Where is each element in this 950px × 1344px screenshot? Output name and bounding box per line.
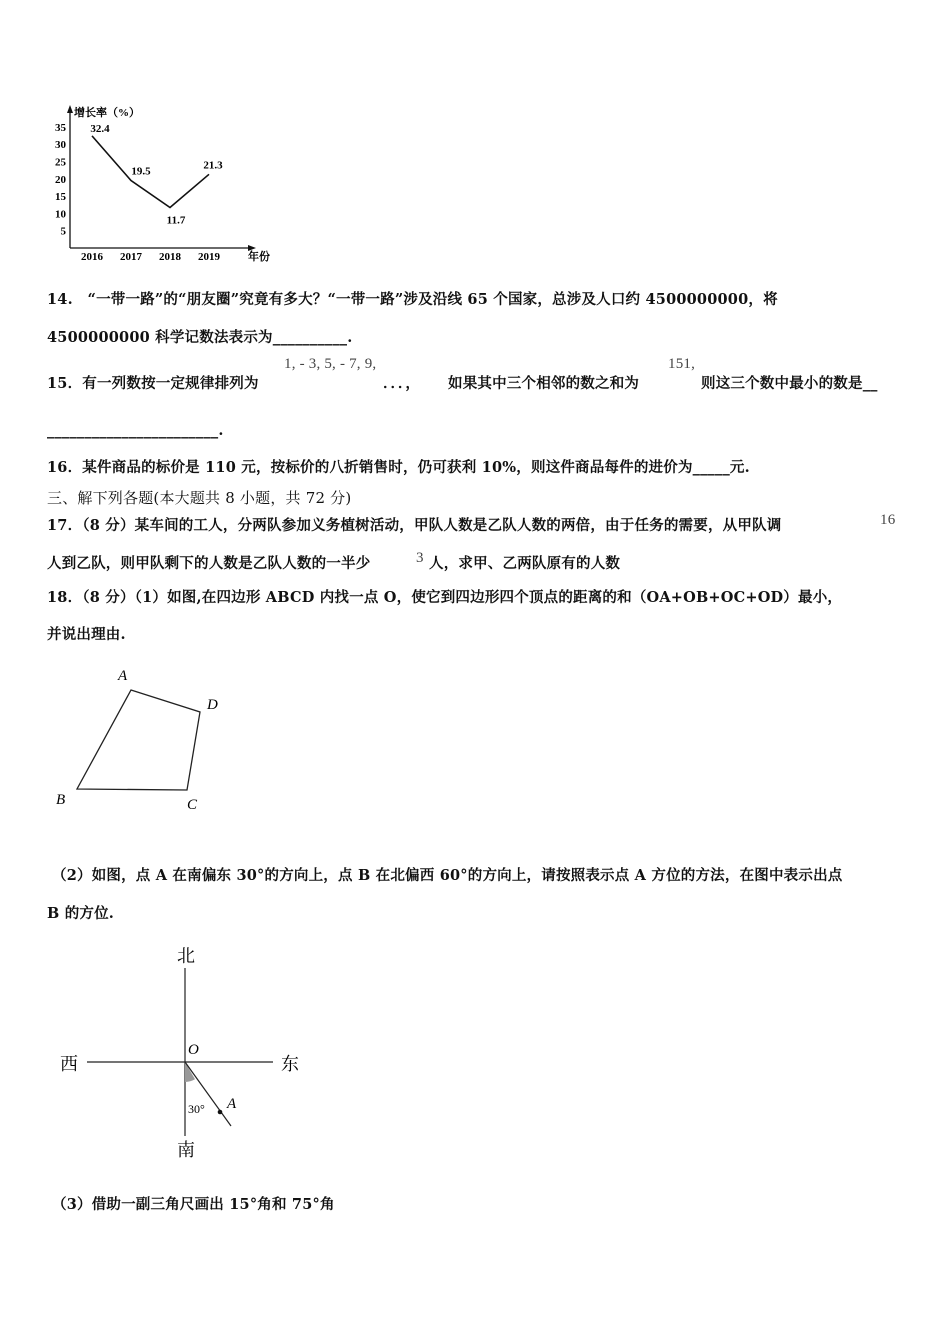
- y-tick-label: 20: [55, 173, 66, 186]
- q16-text: 16．某件商品的标价是 110 元，按标价的八折销售时，仍可获利 10%，则这件商品每件的进价为_____元.: [47, 459, 750, 476]
- y-axis-arrow: [67, 105, 73, 113]
- angle-label: 30°: [188, 1102, 205, 1116]
- y-tick-label: 10: [55, 208, 66, 221]
- y-tick-label: 30: [55, 139, 66, 152]
- vertex-a-label: A: [118, 668, 128, 684]
- q14-line2: 4500000000 科学记数法表示为__________.: [47, 329, 353, 346]
- q18-part2-line1: （2）如图，点 A 在南偏东 30°的方向上，点 B 在北偏西 60°的方向上，请按照表示点 A 方位的方法，在图中表示出点: [52, 867, 843, 884]
- q17-line2a: 人到乙队，则甲队剩下的人数是乙队人数的一半少: [47, 555, 371, 572]
- q15-sum: 151,: [668, 356, 696, 372]
- vertex-b-label: B: [56, 792, 66, 808]
- y-axis-label: 增长率（%）: [74, 107, 140, 119]
- west-label: 西: [60, 1054, 78, 1074]
- y-tick-label: 15: [55, 191, 66, 204]
- q18-line1: 18．（8 分）（1）如图,在四边形 ABCD 内找一点 O，使它到四边形四个顶点的距离的和（OA+OB+OC+OD）最小，: [47, 589, 843, 606]
- south-label: 南: [177, 1140, 195, 1160]
- q15-prefix: 15．有一列数按一定规律排列为: [47, 375, 259, 392]
- east-label: 东: [281, 1054, 299, 1074]
- q17-num1: 16: [880, 512, 896, 528]
- q15-blank: _______________________.: [47, 422, 224, 439]
- vertex-c-label: C: [187, 797, 198, 813]
- x-tick-label: 2016: [81, 251, 103, 263]
- quadrilateral-figure: [50, 660, 240, 820]
- q17-line1: 17．（8 分）某车间的工人，分两队参加义务植树活动，甲队人数是乙队人数的两倍，由于任务的需要，从甲队调: [47, 517, 782, 534]
- y-tick-label: 25: [55, 156, 66, 169]
- data-label: 32.4: [90, 122, 110, 135]
- q15-suffix: 则这三个数中最小的数是__: [701, 375, 878, 392]
- x-tick-label: 2018: [159, 251, 181, 263]
- ray-oa: [185, 1062, 231, 1126]
- data-label: 19.5: [131, 165, 151, 178]
- q18-part3: （3）借助一副三角尺画出 15°角和 75°角: [52, 1196, 335, 1213]
- origin-label: O: [188, 1042, 199, 1058]
- q18-part2-line2: B 的方位.: [47, 905, 115, 922]
- data-label: 21.3: [203, 159, 223, 172]
- data-label: 11.7: [166, 214, 186, 227]
- q14-line1: 14. “一带一路”的“朋友圈”究竟有多大？“一带一路”涉及沿线 65 个国家，总涉及人口约 4500000000，将: [47, 291, 778, 308]
- section3-title: 三、解下列各题(本大题共 8 小题，共 72 分): [47, 489, 352, 507]
- vertex-d-label: D: [207, 697, 218, 713]
- q18-line2: 并说出理由.: [47, 626, 126, 643]
- compass-figure: [55, 940, 315, 1165]
- q17-line2b: 人，求甲、乙两队原有的人数: [429, 555, 621, 572]
- q15-sequence: 1, - 3, 5, - 7, 9,: [284, 356, 377, 372]
- y-tick-label: 35: [55, 121, 66, 134]
- x-axis-label: 年份: [248, 251, 270, 263]
- quadrilateral-abcd: [77, 690, 200, 790]
- q17-num2: 3: [416, 550, 424, 566]
- north-label: 北: [177, 946, 195, 966]
- x-tick-label: 2019: [198, 251, 220, 263]
- x-tick-label: 2017: [120, 251, 142, 263]
- growth-rate-chart: [40, 100, 270, 265]
- q15-dots: ．．．，: [383, 375, 421, 392]
- point-a-label: A: [227, 1096, 237, 1112]
- y-tick-label: 5: [60, 225, 66, 238]
- point-a-dot: [218, 1110, 223, 1115]
- q15-mid: 如果其中三个相邻的数之和为: [448, 375, 640, 392]
